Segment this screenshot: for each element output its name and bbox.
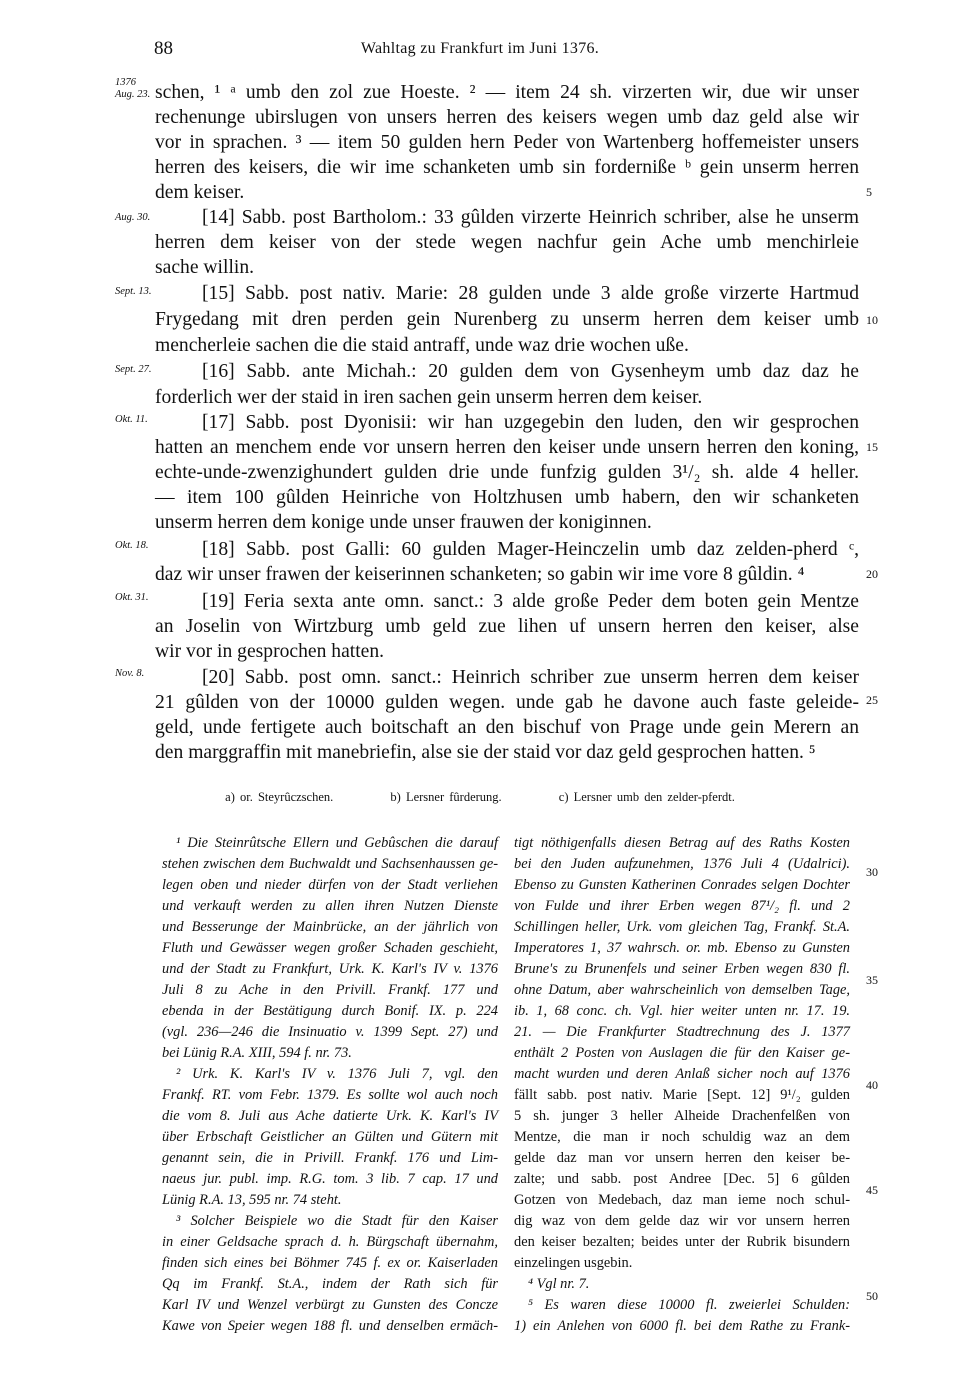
line-number: 15 [866,440,878,454]
footnote-line: zalte; und sabb. post Andree [Dec. 5] 6 gûlden [514,1171,850,1187]
footnote-line: und der Stadt zu Frankfurt, Urk. K. Karl's IV v. 1376 [162,961,498,977]
footnote-line: Imperatores 1, 37 wahrsch. or. mb. Ebenso zu Gunsten [514,940,850,956]
footnote-4: ⁴ Vgl nr. 7. [528,1276,590,1292]
footnote-line: stehen zwischen dem Buchwaldt und Sachsenhaussen ge- [162,856,498,872]
variant-c: c) Lersner umb den zelder-pferdt. [558,790,735,804]
footnote-line: und verkauft werden zu allen ihren Nutzen Dienste [162,898,498,914]
line-number: 30 [866,865,878,879]
entry-14: [14] Sabb. post Bartholom.: 33 gûlden virzerte Heinrich schriber, alse he unserm [202,207,859,228]
footnote-5: ⁵ Es waren diese 10000 fl. zweierlei Schulden: [528,1297,850,1313]
footnote-line: Kawe von Speier wegen 188 fl. und denselben ermäch- [162,1318,498,1334]
footnote-line: 21. — Die Frankfurter Stadtrechnung des J. 1377 [514,1024,850,1040]
footnote-line: den keiser bezalten; beides unter der Rubrik bisundern [514,1234,850,1250]
main-line: vor in sprachen. ³ — item 50 gulden hern Peder von Wartenberg hoffemeister unsers [155,132,859,153]
footnote-line: (vgl. 236—246 die Insinuatio v. 1399 Sept. 27) und [162,1024,498,1040]
footnote-line: Qq im Frankf. St.A., indem der Rath sich für [162,1276,498,1292]
margin-date: Okt. 18. [115,540,149,551]
footnote-line: tigt nöthigenfalls diesen Betrag auf des Raths Kosten [514,835,850,851]
main-line: sache willin. [155,257,255,278]
main-line: dem keiser. [155,182,245,203]
variant-a: a) or. Steyrûczschen. [225,790,334,804]
footnote-line: bei den Juden aufzunehmen, 1376 Juli 4 (Udalrici). [514,856,850,872]
footnote-line: naeus jur. publ. imp. R.G. tom. 3 lib. 7 cap. 17 und [162,1171,498,1187]
main-line: schen, ¹ ᵃ umb den zol zue Hoeste. ² — item 24 sh. virzerten wir, due wir unser [155,82,859,103]
footnote-line: von Fulde und ihrer Erben wegen 87¹/₂ fl. und 2 [514,898,850,914]
entry-17: [17] Sabb. post Dyonisii: wir han uzgegebin den luden, den wir gesprochen [202,412,859,433]
main-line: rechenunge ubirslugen von unsers herren des keisers wegen umb daz geld alse wir [155,107,859,128]
line-number: 5 [866,185,872,199]
footnote-line: Gotzen von Medebach, daz man ieme noch schul- [514,1192,850,1208]
line-number: 25 [866,693,878,707]
footnote-line: gelde daz man vor unsern herren den keiser be- [514,1150,850,1166]
margin-date: Okt. 11. [115,414,148,425]
footnote-3: ³ Solcher Beispiele wo die Stadt für den Kaiser [176,1213,498,1229]
entry-18: [18] Sabb. post Galli: 60 gulden Mager-Heinczelin umb daz zelden-pherd ᶜ, [202,539,859,560]
footnote-line: ib. 1, 68 conc. ch. Vgl. hier weiter unten nr. 17. 19. [514,1003,850,1019]
footnote-line: in einer Geldsache sprach d. h. Bürgschaft übernahm, [162,1234,498,1250]
footnote-line: 1) ein Anlehen von 6000 fl. bei dem Rathe zu Frank- [514,1318,850,1334]
footnote-line: Mentze, die man ir noch schuldig waz an dem [514,1129,850,1145]
line-number: 35 [866,973,878,987]
main-line: unserm herren dem konige unde unser frauwen der koniginnen. [155,512,652,533]
footnote-line: ebenda in der Bestätigung durch Bonif. IX. p. 224 [162,1003,498,1019]
margin-date: 1376 Aug. 23. [115,77,151,100]
main-line: den marggraffin mit manebriefin, alse sie der staid vor daz geld gesprochen hatten. ⁵ [155,742,816,763]
main-line: forderlich wer der staid in iren sachen gein unserm herren dem keiser. [155,387,703,408]
main-line: herren des keisers, die wir ime schanketen umb sin forderniße ᵇ gein unserm herren [155,157,859,178]
footnote-line: Juli 8 zu Ache in den Privill. Frankf. 177 und [162,982,498,998]
footnote-line: legen oben und nieder dürfen von der Stadt verliehen [162,877,498,893]
footnote-line: genannt sein, die in Privill. Frankf. 176 und Lim- [162,1150,498,1166]
footnote-line: 5 sh. junger 3 heller Alheide Drachenfelßen von [514,1108,850,1124]
footnote-line: einzelingen usgebin. [514,1255,633,1271]
footnote-line: ohne Datum, aber wahrscheinlich von demselben Tage, [514,982,850,998]
footnote-line: und Besserunge der Mainbrücke, an der jährlich von [162,919,498,935]
main-line: an Joselin von Wirtzburg umb geld zue lihen uf unsern herren den keiser, alse [155,616,859,637]
entry-16: [16] Sabb. ante Michah.: 20 gulden dem von Gysenheym umb daz daz he [202,361,859,382]
footnote-line: Schillingen heller, Urk. vom gleichen Tag, Frankf. St.A. [514,919,850,935]
footnote-line: fällt sabb. post nativ. Marie [Sept. 12] 9¹/₂ gulden [514,1087,850,1103]
running-title: Wahltag zu Frankfurt im Juni 1376. [360,40,600,57]
margin-date: Nov. 8. [115,668,145,679]
line-number: 40 [866,1078,878,1092]
footnote-line: Ebenso zu Gunsten Katherinen Conrades selgen Dochter [514,877,850,893]
main-line: mencherleie sachen die die staid antraff, unde waz drie wochen uße. [155,335,689,356]
footnote-line: enthält 2 Posten von Auslagen die für den Kaiser ge- [514,1045,850,1061]
footnote-line: Karl IV und Wenzel verbürgt zu Gunsten des Concze [162,1297,498,1313]
footnote-line: macht wurden und deren Anlaß sicher noch auf 1376 [514,1066,850,1082]
line-number: 10 [866,313,878,327]
line-number: 20 [866,567,878,581]
main-line: geld, unde fertigete auch boitschaft an den bischuf von Prage unde gein Merern an [155,717,859,738]
footnote-line: Lünig R.A. 13, 595 nr. 74 steht. [162,1192,342,1208]
footnote-line: finden sich eines bei Böhmer 745 f. ex or. Kaiserladen [162,1255,498,1271]
variant-b: b) Lersner fûrderung. [390,790,502,804]
footnote-2: ² Urk. K. Karl's IV v. 1376 Juli 7, vgl. den [176,1066,498,1082]
footnote-1: ¹ Die Steinrûtsche Ellern und Gebûschen die darauf [176,835,498,851]
margin-date: Okt. 31. [115,592,149,603]
main-line: — item 100 gûlden Heinriche von Holtzhusen umb habern, den wir schanketen [155,487,859,508]
entry-20: [20] Sabb. post omn. sanct.: Heinrich schriber zue unserm herren dem keiser [202,667,859,688]
main-line: echte-unde-zwenzighundert gulden drie unde funfzig gulden 3¹/₂ sh. alde 4 heller. [155,462,859,483]
variant-notes [0,790,960,805]
margin-date: Sept. 27. [115,364,152,375]
page-number: 88 [154,38,173,59]
main-line: herren dem keiser von der stede wegen nachfur gein Ache umb menchirleie [155,232,859,253]
margin-date: Aug. 30. [115,212,151,223]
line-number: 45 [866,1183,878,1197]
entry-15: [15] Sabb. post nativ. Marie: 28 gulden unde 3 alde große virzerte Hartmud [202,283,859,304]
footnote-line: bei Lünig R.A. XIII, 594 f. nr. 73. [162,1045,352,1061]
main-line: hatten an menchem ende vor unsern herren den keiser unde unsern herren den koning, [155,437,859,458]
main-line: 21 gûlden von der 10000 gulden wegen. unde gab he davone auch faste geleide- [155,692,859,713]
margin-date: Sept. 13. [115,286,152,297]
footnote-line: über Erbschaft Geistlicher an Gülten und Gütern mit [162,1129,498,1145]
line-number: 50 [866,1289,878,1303]
main-line: daz wir unser frawen der keiserinnen schanketen; so gabin wir ime vore 8 gûldin. ⁴ [155,564,805,585]
entry-19: [19] Feria sexta ante omn. sanct.: 3 alde große Peder dem boten gein Mentze [202,591,859,612]
footnote-line: Frankf. RT. vom Febr. 1379. Es sollte wol auch noch [162,1087,498,1103]
main-line: Frygedang mit dren perden gein Nurenberg zu unserm herren dem keiser umb [155,309,859,330]
main-line: wir vor in gesprochen hatten. [155,641,385,662]
footnote-line: Brune's zu Brunenfels und seiner Erben wegen 830 fl. [514,961,850,977]
footnote-line: die vom 8. Juli aus Ache datierte Urk. K. Karl's IV [162,1108,498,1124]
footnote-line: dig waz von dem gelde daz wir vor unsern herren [514,1213,850,1229]
footnote-line: Fluth und Gewässer wegen großer Schaden geschieht, [162,940,498,956]
